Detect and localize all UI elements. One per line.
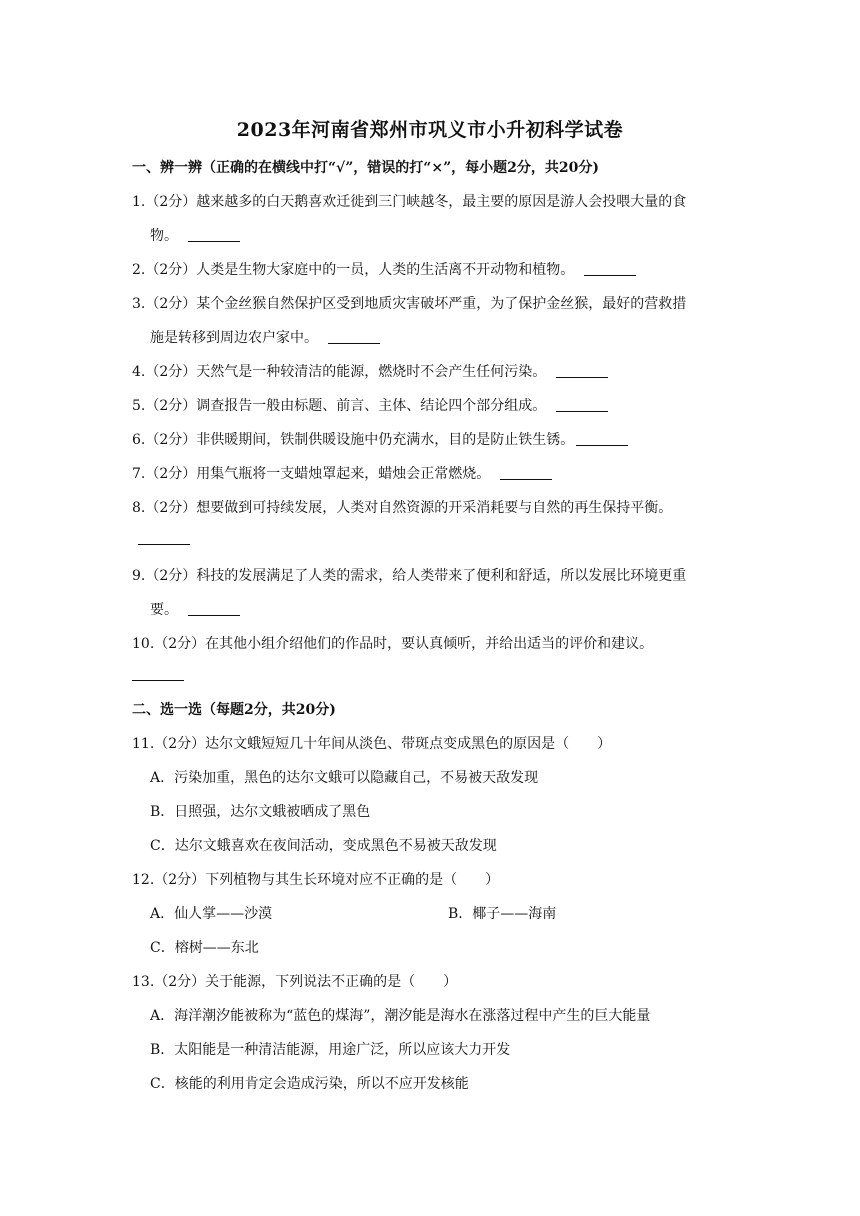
question-9-line1: 9.（2分）科技的发展满足了人类的需求，给人类带来了便利和舒适，所以发展比环境更重 — [132, 568, 687, 584]
question-13-option-c[interactable]: C．核能的利用肯定会造成污染，所以不应开发核能 — [150, 1076, 469, 1092]
question-11-option-b[interactable]: B．日照强，达尔文蛾被晒成了黑色 — [150, 804, 371, 820]
answer-blank-1[interactable] — [188, 241, 240, 242]
question-11-option-c[interactable]: C．达尔文蛾喜欢在夜间活动，变成黑色不易被天敌发现 — [150, 838, 497, 854]
answer-blank-2[interactable] — [584, 275, 636, 276]
question-11-option-a[interactable]: A．污染加重，黑色的达尔文蛾可以隐藏自己，不易被天敌发现 — [150, 770, 539, 786]
answer-blank-5[interactable] — [556, 411, 608, 412]
answer-blank-3[interactable] — [328, 343, 380, 344]
question-13-stem: 13.（2分）关于能源，下列说法不正确的是（ ） — [132, 974, 458, 990]
section-heading-1: 一、辨一辨（正确的在横线中打“√”，错误的打“×”，每小题2分，共20分) — [132, 160, 599, 176]
question-4: 4.（2分）天然气是一种较清洁的能源，燃烧时不会产生任何污染。 — [132, 361, 608, 381]
answer-blank-10[interactable] — [132, 680, 184, 681]
question-12-option-a[interactable]: A．仙人掌——沙漠 — [150, 906, 273, 922]
question-6: 6.（2分）非供暖期间，铁制供暖设施中仍充满水，目的是防止铁生锈。 — [132, 429, 628, 449]
question-3-line2: 施是转移到周边农户家中。 — [150, 327, 380, 347]
question-5: 5.（2分）调查报告一般由标题、前言、主体、结论四个部分组成。 — [132, 395, 608, 415]
question-13-option-a[interactable]: A．海洋潮汐能被称为“蓝色的煤海”，潮汐能是海水在涨落过程中产生的巨大能量 — [150, 1008, 651, 1024]
question-13-option-b[interactable]: B．太阳能是一种清洁能源，用途广泛，所以应该大力开发 — [150, 1042, 511, 1058]
answer-blank-8[interactable] — [138, 544, 190, 545]
section-heading-2: 二、选一选（每题2分，共20分) — [132, 702, 336, 718]
page-title: 2023年河南省郑州市巩义市小升初科学试卷 — [236, 119, 624, 141]
question-1-line2: 物。 — [150, 225, 240, 245]
question-2: 2.（2分）人类是生物大家庭中的一员，人类的生活离不开动物和植物。 — [132, 259, 636, 279]
answer-blank-9[interactable] — [188, 615, 240, 616]
question-10-blank-line — [132, 667, 184, 683]
question-11-stem: 11.（2分）达尔文蛾短短几十年间从淡色、带斑点变成黑色的原因是（ ） — [132, 736, 612, 752]
answer-blank-4[interactable] — [556, 377, 608, 378]
question-1-line1: 1.（2分）越来越多的白天鹅喜欢迁徙到三门峡越冬，最主要的原因是游人会投喂大量的食 — [132, 194, 687, 210]
question-12-stem: 12.（2分）下列植物与其生长环境对应不正确的是（ ） — [132, 872, 500, 888]
question-3-line1: 3.（2分）某个金丝猴自然保护区受到地质灾害破坏严重，为了保护金丝猴，最好的营救措 — [132, 296, 687, 312]
question-12-option-c[interactable]: C．榕树——东北 — [150, 940, 259, 956]
question-12-option-b[interactable]: B．椰子——海南 — [448, 906, 557, 922]
question-9-line2: 要。 — [150, 599, 240, 619]
question-8-blank-line — [132, 531, 190, 547]
answer-blank-7[interactable] — [500, 479, 552, 480]
answer-blank-6[interactable] — [576, 445, 628, 446]
question-8: 8.（2分）想要做到可持续发展，人类对自然资源的开采消耗要与自然的再生保持平衡。 — [132, 500, 673, 516]
question-7: 7.（2分）用集气瓶将一支蜡烛罩起来，蜡烛会正常燃烧。 — [132, 463, 552, 483]
question-10: 10.（2分）在其他小组介绍他们的作品时，要认真倾听，并给出适当的评价和建议。 — [132, 636, 654, 652]
